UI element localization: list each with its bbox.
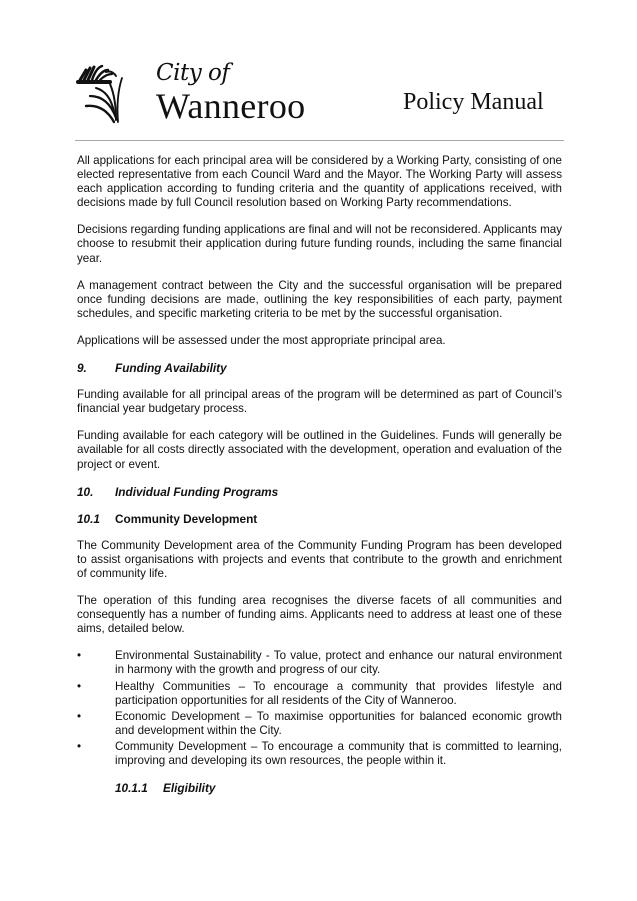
subsubsection-title: Eligibility xyxy=(163,781,216,796)
section-number: 9. xyxy=(77,361,87,376)
section-9-heading xyxy=(77,361,562,375)
list-item-text: Environmental Sustainability - To value, protect and enhance our natural environment in harmony with the growth and progress of our city. xyxy=(115,649,562,677)
section-title: Funding Availability xyxy=(115,361,227,376)
subsection-title: Community Development xyxy=(115,511,258,526)
paragraph-working-party: All applications for each principal area will be considered by a Working Party, consisting of one elected representative from each Council Ward and the Mayor. The Working Party will assess each application according to funding criteria and the quantity of applications received, with decisions made by full Council resolution based on Working Party recommendations. xyxy=(77,154,562,210)
paragraph-decisions-final: Decisions regarding funding applications are final and will not be reconsidered. Applicants may choose to resubmit their application during future funding rounds, including the same financial year. xyxy=(77,223,562,265)
paragraph-assessment-area: Applications will be assessed under the most appropriate principal area. xyxy=(77,333,446,347)
list-item-text: Community Development – To encourage a community that is committed to learning, improving and developing its own resources, the people within it. xyxy=(115,739,562,767)
section-number: 10. xyxy=(77,484,94,499)
paragraph-community-development-intro: The Community Development area of the Community Funding Program has been developed to assist organisations with projects and events that contribute to the growth and enrichment of community life. xyxy=(77,538,562,580)
section-10-1-1-heading xyxy=(77,781,562,795)
list-item xyxy=(77,649,562,677)
list-item-text: Healthy Communities – To encourage a community that provides lifestyle and participation opportunities for all residents of the City of Wanneroo. xyxy=(115,679,562,707)
list-item xyxy=(77,740,562,768)
paragraph-funding-available-principal: Funding available for all principal areas of the program will be determined as part of Council’s financial year budgetary process. xyxy=(77,388,562,416)
bullet-icon: • xyxy=(77,649,82,663)
paragraph-management-contract: A management contract between the City and the successful organisation will be prepared once funding decisions are made, outlining the key responsibilities of each party, payment schedules, and specific marketing criteria to be met by the successful organisation. xyxy=(77,278,562,320)
kangaroo-paw-flower-icon xyxy=(76,62,134,126)
subsubsection-number: 10.1.1 xyxy=(115,781,148,796)
section-title: Individual Funding Programs xyxy=(115,484,279,499)
paragraph-funding-aims: The operation of this funding area recognises the diverse facets of all communities and consequently has a number of funding aims. Applicants need to address at least one of these aims, detailed below. xyxy=(77,594,562,636)
list-item xyxy=(77,680,562,708)
logo-city-of-text: City of xyxy=(156,60,230,86)
city-of-wanneroo-logo xyxy=(76,58,306,130)
funding-aims-list xyxy=(77,649,562,768)
document-body xyxy=(77,154,562,795)
section-10-1-heading xyxy=(77,512,562,526)
policy-manual-title: Policy Manual xyxy=(403,89,544,115)
section-10-heading xyxy=(77,485,562,499)
logo-wanneroo-text: Wanneroo xyxy=(156,86,306,126)
list-item-text: Economic Development – To maximise opportunities for balanced economic growth and development within the City. xyxy=(115,709,562,737)
paragraph-funding-available-category: Funding available for each category will be outlined in the Guidelines. Funds will generally be available for all costs directly associated with the development, operation and evaluation of the project or event. xyxy=(77,429,562,471)
bullet-icon: • xyxy=(77,709,82,723)
subsection-number: 10.1 xyxy=(77,511,100,526)
bullet-icon: • xyxy=(77,739,82,753)
bullet-icon: • xyxy=(77,679,82,693)
list-item xyxy=(77,710,562,738)
header-divider xyxy=(75,140,564,141)
